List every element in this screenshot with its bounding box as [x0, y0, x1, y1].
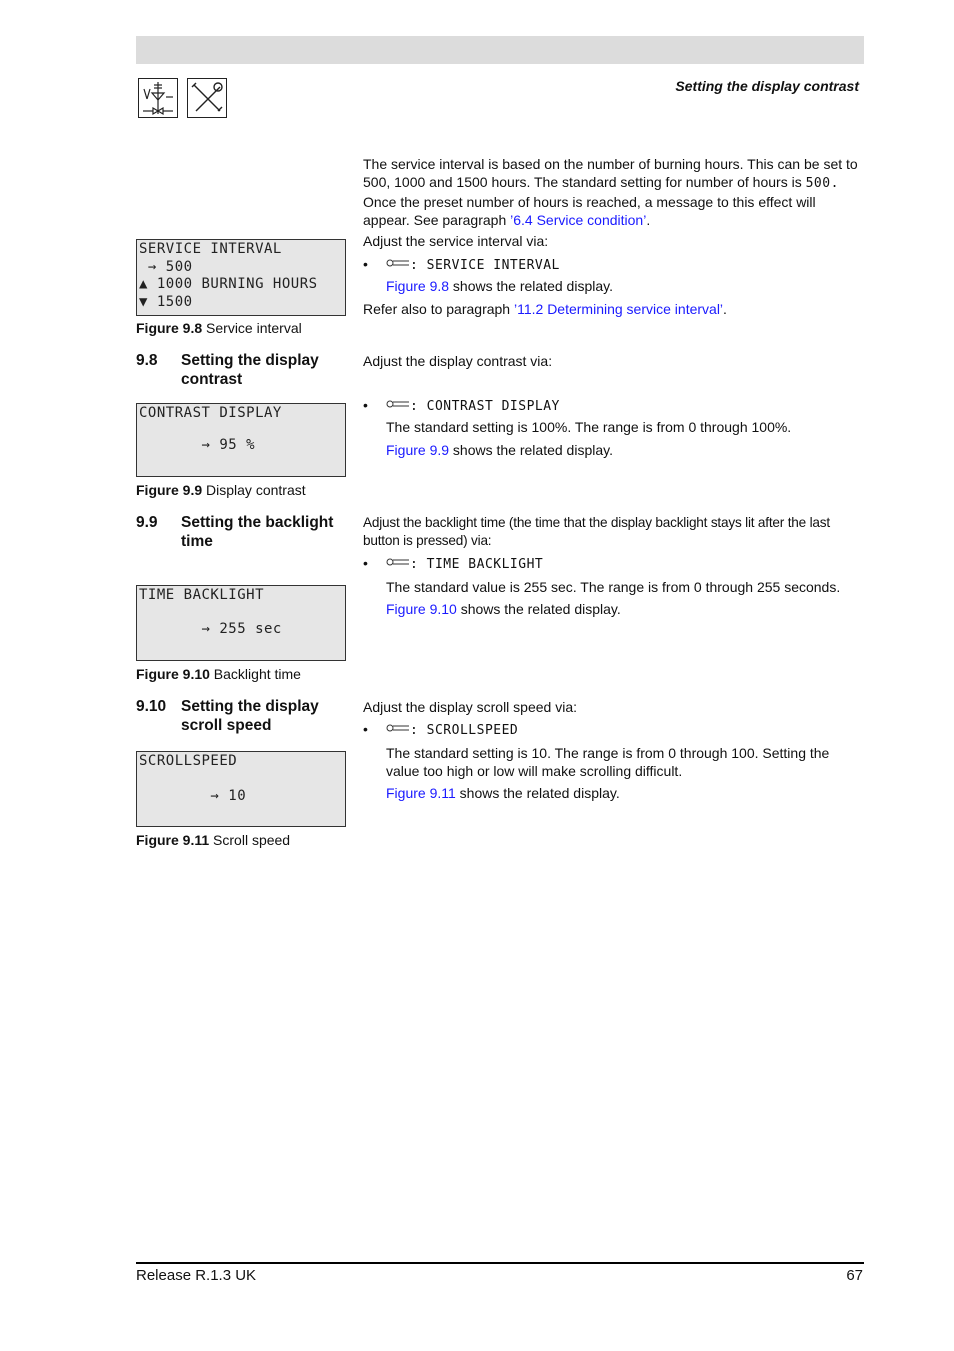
running-header-title: Setting the display contrast [675, 78, 859, 94]
figure-caption [136, 320, 302, 336]
footer-release: Release R.1.3 UK [136, 1267, 257, 1284]
bullet-dot: • [363, 555, 368, 571]
wrench-icon [386, 256, 410, 272]
figure-caption [136, 666, 301, 682]
punct: . [723, 301, 727, 317]
figure-number: Figure 9.9 [136, 482, 203, 498]
intro-text-tail: Once the preset number of hours is reached, a message to this effect will appear. See paragraph [363, 194, 816, 228]
standard-text: The standard value is 255 sec. The range is from 0 through 255 seconds. [386, 579, 841, 595]
section-title: Setting the backlight time [181, 514, 334, 550]
link-figure-9-10[interactable]: Figure 9.10 [386, 601, 457, 617]
lcd-line: CONTRAST DISPLAY [139, 405, 282, 421]
figure-number: Figure 9.10 [136, 666, 210, 682]
menu-path: : SCROLLSPEED [410, 723, 519, 738]
footer-rule [136, 1262, 864, 1264]
fig-ref-tail: shows the related display. [455, 785, 620, 801]
bullet-dot: • [363, 721, 368, 737]
wrench-icon [386, 721, 410, 737]
link-figure-9-9[interactable]: Figure 9.9 [386, 442, 450, 458]
tools-icon [187, 78, 227, 118]
section-heading-9-10 [136, 697, 356, 737]
link-figure-9-8[interactable]: Figure 9.8 [386, 278, 450, 294]
header-bar [136, 36, 864, 64]
lcd-contrast-display [136, 403, 346, 477]
figure-caption [136, 482, 306, 498]
standard-text: The standard setting is 10. The range is from 0 through 100. Setting the value too high or low will make scrolling difficult. [386, 745, 830, 779]
wrench-icon [386, 555, 410, 571]
adjust-service-text: Adjust the service interval via: [363, 233, 549, 249]
figure-caption [136, 832, 290, 848]
fig-ref-tail: shows the related display. [456, 601, 621, 617]
figure-number: Figure 9.11 [136, 832, 210, 848]
figure-caption-text: Service interval [202, 320, 302, 336]
menu-path: : SERVICE INTERVAL [410, 258, 560, 273]
refer-text: Refer also to paragraph [363, 301, 514, 317]
fig-ref-line [386, 441, 613, 459]
figure-caption-text: Display contrast [202, 482, 306, 498]
section-heading-9-9 [136, 513, 356, 553]
standard-text: The standard setting is 100%. The range is from 0 through 100%. [386, 419, 792, 435]
lcd-line: → 255 sec [139, 621, 282, 637]
lcd-scrollspeed [136, 751, 346, 827]
lcd-line: ▼ 1500 [139, 294, 193, 310]
section-title: Setting the display scroll speed [181, 698, 319, 734]
section-title: Setting the display contrast [181, 352, 319, 388]
section-number: 9.8 [136, 352, 158, 369]
adjust-text: Adjust the display scroll speed via: [363, 699, 577, 715]
lcd-line: ▲ 1000 BURNING HOURS [139, 276, 318, 292]
intro-text: The service interval is based on the number of burning hours. This can be set to 500, 1000 and 1500 hours. The standard setting for number of hours is [363, 156, 858, 190]
lcd-line: → 500 [139, 259, 193, 275]
figure-number: Figure 9.8 [136, 320, 203, 336]
fig-ref-line [386, 277, 613, 295]
figure-caption-text: Backlight time [209, 666, 301, 682]
wrench-icon [386, 397, 410, 413]
refer-line [363, 300, 727, 318]
hydraulic-schematic-icon [138, 78, 178, 118]
bullet-dot: • [363, 256, 368, 272]
link-determining-service-interval[interactable]: ’11.2 Determining service interval’ [513, 301, 724, 317]
section-number: 9.9 [136, 514, 158, 531]
link-figure-9-11[interactable]: Figure 9.11 [386, 785, 456, 801]
fig-ref-tail: shows the related display. [449, 278, 613, 294]
lcd-line: SERVICE INTERVAL [139, 241, 282, 257]
punct: . [646, 212, 651, 228]
figure-caption-text: Scroll speed [209, 832, 291, 848]
lcd-service-interval [136, 239, 346, 316]
fig-ref-line [386, 784, 620, 802]
page-number: 67 [846, 1267, 863, 1284]
fig-ref-tail: shows the related display. [449, 442, 613, 458]
fig-ref-line [386, 600, 621, 618]
link-service-condition[interactable]: ’6.4 Service condition’ [510, 212, 647, 228]
lcd-time-backlight [136, 585, 346, 661]
lcd-line: SCROLLSPEED [139, 753, 238, 769]
intro-paragraph [363, 155, 863, 229]
menu-path: : CONTRAST DISPLAY [410, 399, 560, 414]
section-number: 9.10 [136, 698, 167, 715]
intro-default-value: 500. [805, 176, 839, 191]
menu-path: : TIME BACKLIGHT [410, 557, 544, 572]
section-heading-9-8 [136, 351, 356, 391]
adjust-text: Adjust the display contrast via: [363, 353, 553, 369]
lcd-line: → 10 [139, 788, 247, 804]
bullet-dot: • [363, 397, 368, 413]
lcd-line: → 95 % [139, 437, 256, 453]
lcd-line: TIME BACKLIGHT [139, 587, 265, 603]
adjust-text: Adjust the backlight time (the time that the display backlight stays lit after the last button is pressed) via: [363, 515, 830, 548]
